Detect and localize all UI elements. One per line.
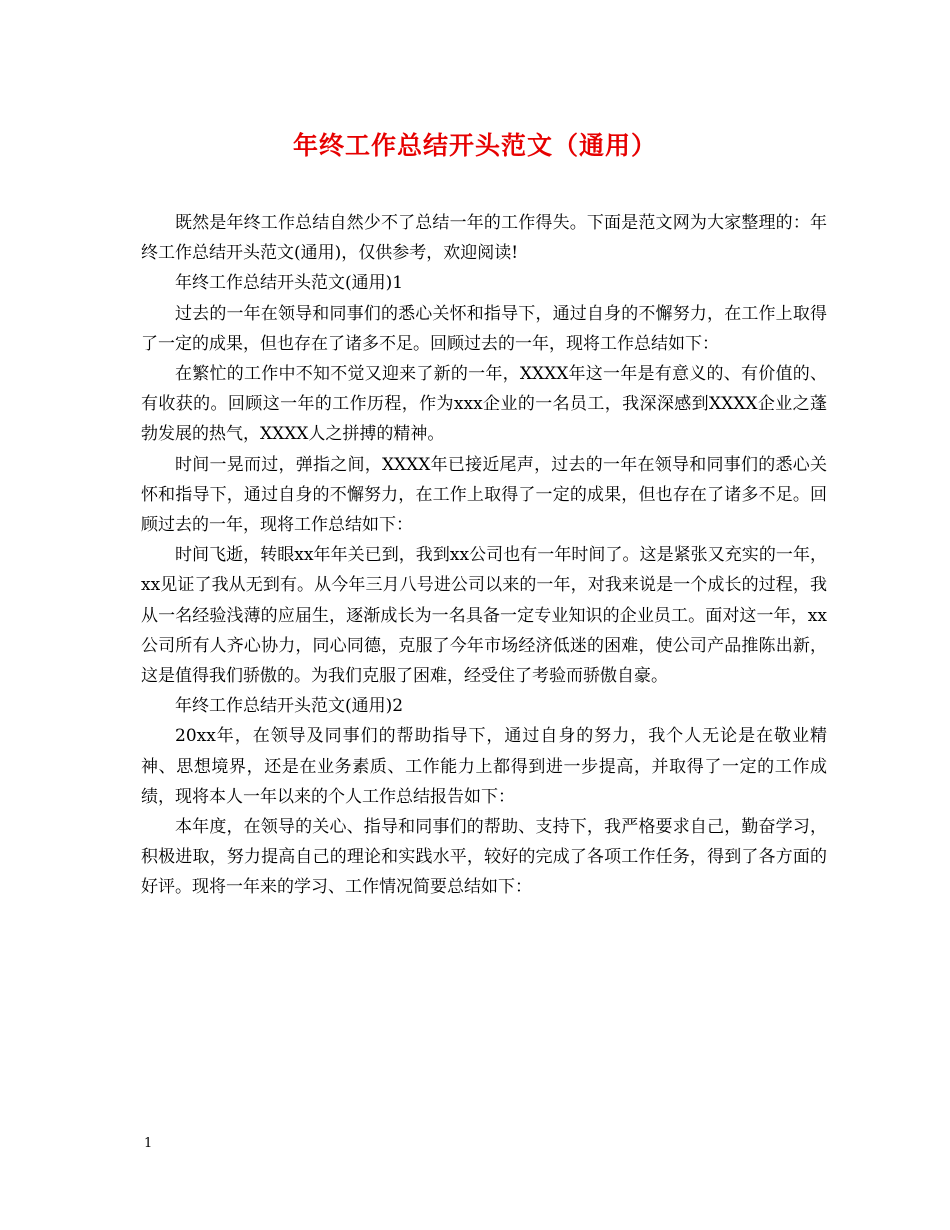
paragraph: 20xx年，在领导及同事们的帮助指导下，通过自身的努力，我个人无论是在敬业精神、思想境界，还是在业务素质、工作能力上都得到进一步提高，并取得了一定的工作成绩，现将本人一年以来的个人工作总结报告如下：	[141, 726, 827, 807]
document-title: 年终工作总结开头范文（通用）	[292, 131, 657, 160]
page-number: 1	[144, 1136, 153, 1151]
paragraph: 本年度，在领导的关心、指导和同事们的帮助、支持下，我严格要求自己，勤奋学习，积极进取，努力提高自己的理论和实践水平，较好的完成了各项工作任务，得到了各方面的好评。现将一年来的学习、工作情况简要总结如下：	[141, 817, 827, 898]
paragraph: 时间飞逝，转眼xx年年关已到，我到xx公司也有一年时间了。这是紧张又充实的一年，xx见证了我从无到有。从今年三月八号进公司以来的一年，对我来说是一个成长的过程，我从一名经验浅薄的应届生，逐渐成长为一名具备一定专业知识的企业员工。面对这一年，xx公司所有人齐心协力，同心同德，克服了今年市场经济低迷的困难，使公司产品推陈出新，这是值得我们骄傲的。为我们克服了困难，经受住了考验而骄傲自豪。	[141, 545, 827, 687]
section-heading-1: 年终工作总结开头范文(通用)1	[175, 273, 404, 294]
paragraph: 时间一晃而过，弹指之间，XXXX年已接近尾声，过去的一年在领导和同事们的悉心关怀和指导下，通过自身的不懈努力，在工作上取得了一定的成果，但也存在了诸多不足。回顾过去的一年，现将工作总结如下：	[141, 454, 827, 536]
document-body	[141, 208, 827, 903]
paragraph: 在繁忙的工作中不知不觉又迎来了新的一年，XXXX年这一年是有意义的、有价值的、有收获的。回顾这一年的工作历程，作为xxx企业的一名员工，我深深感到XXXX企业之蓬勃发展的热气，XXXX人之拼搏的精神。	[141, 364, 827, 445]
paragraph-intro: 既然是年终工作总结自然少不了总结一年的工作得失。下面是范文网为大家整理的：年终工作总结开头范文(通用)，仅供参考，欢迎阅读!	[141, 213, 827, 264]
paragraph: 过去的一年在领导和同事们的悉心关怀和指导下，通过自身的不懈努力，在工作上取得了一定的成果，但也存在了诸多不足。回顾过去的一年，现将工作总结如下：	[141, 303, 827, 354]
section-heading-2: 年终工作总结开头范文(通用)2	[175, 696, 404, 717]
